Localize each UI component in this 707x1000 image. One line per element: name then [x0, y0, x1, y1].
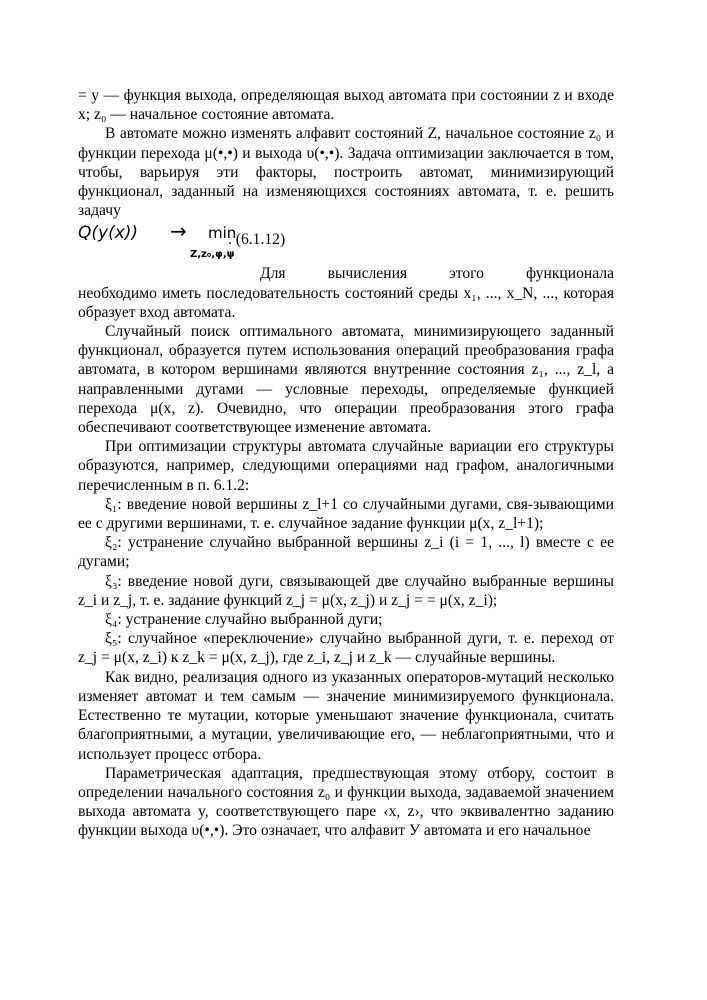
formula-equation-number: . (6.1.12) — [228, 231, 286, 249]
list-item-xi1: ξ₁: введение новой вершины z_l+1 со случайными дугами, свя-зывающими ее с другими вершинами, т. е. случайное задание функции μ(x, z_l+1); — [78, 495, 614, 533]
document-body — [78, 86, 614, 841]
list-item-xi3: ξ₃: введение новой дуги, связывающей две случайно выбранные вершины z_i и z_j, т. е. задание функций z_j = μ(x, z_j) и z_j = = μ(x, z_i); — [78, 572, 614, 609]
paragraph-random-search: Случайный поиск оптимального автомата, минимизирующего заданный функционал, образуется путем использования операций преобразования графа автомата, в котором вершинами являются внутренние состояния z₁, ..., z_l, а направленными дугами — условные переходы, определяемые функцией перехода μ(x, z). Очевидно, что операции преобразования этого графа обеспечивают соответствующее изменение автомата. — [78, 323, 614, 437]
formula-min-operator: min — [208, 224, 237, 243]
formula-min-subscript: Z,z₀,φ,ψ — [190, 249, 235, 261]
formula-lhs: Q(y(x)) — [78, 223, 139, 244]
paragraph-mutations: Как видно, реализация одного из указанных операторов-мутаций несколько изменяет автомат и тем самым — значение минимизируемого функционала. Естественно те мутации, которые уменьшают значение функционала, считать благоприятными, а мутации, увеличивающие его, — неблагоприятными, что и использует процесс отбора. — [78, 668, 614, 763]
list-item-xi5: ξ₅: случайное «переключение» случайно выбранной дуги, т. е. переход от z_j = μ(x, z_i) к z_k = μ(x, z_j), где z_i, z_j и z_k — случайные вершины. — [78, 630, 614, 667]
formula-arrow: → — [170, 219, 187, 244]
paragraph-parametric-adaptation: Параметрическая адаптация, предшествующая этому отбору, состоит в определении начального состояния z₀ и функции выхода, задаваемой значением выхода автомата y, соответствующего паре ‹x, z›, что эквивалентно заданию функции выхода υ(•,•). Это означает, что алфавит У автомата и его начальное — [78, 764, 614, 840]
paragraph-optimization-task: В автомате можно изменять алфавит состояний Z, начальное состояние z₀ и функции перехода μ(•,•) и выхода υ(•,•). Задача оптимизации заключается в том, чтобы, варьируя эти факторы, построить автомат, минимизирующий функционал, заданный на изменяющихся состояниях автомата, т. е. решить задачу — [78, 125, 614, 220]
paragraph-computation-lead: Для вычисления этого функционала — [260, 265, 614, 283]
list-item-xi4: ξ₄: устранение случайно выбранной дуги; — [105, 611, 383, 629]
paragraph-structure-optimization: При оптимизации структуры автомата случайные вариации его структуры образуются, например, следующими операциями над графом, аналогичными перечисленным в п. 6.1.2: — [78, 438, 614, 494]
paragraph-output-function: = y — функция выхода, определяющая выход автомата при состоянии z и входе x; z₀ — начальное состояние автомата. — [78, 87, 614, 124]
paragraph-input-sequence: необходимо иметь последовательность состояний среды x₁, ..., x_N, ..., которая образует вход автомата. — [78, 284, 614, 321]
formula-6-1-12 — [78, 219, 614, 262]
list-item-xi2: ξ₂: устранение случайно выбранной вершины z_i (i = 1, ..., l) вместе с ее дугами; — [78, 534, 614, 571]
